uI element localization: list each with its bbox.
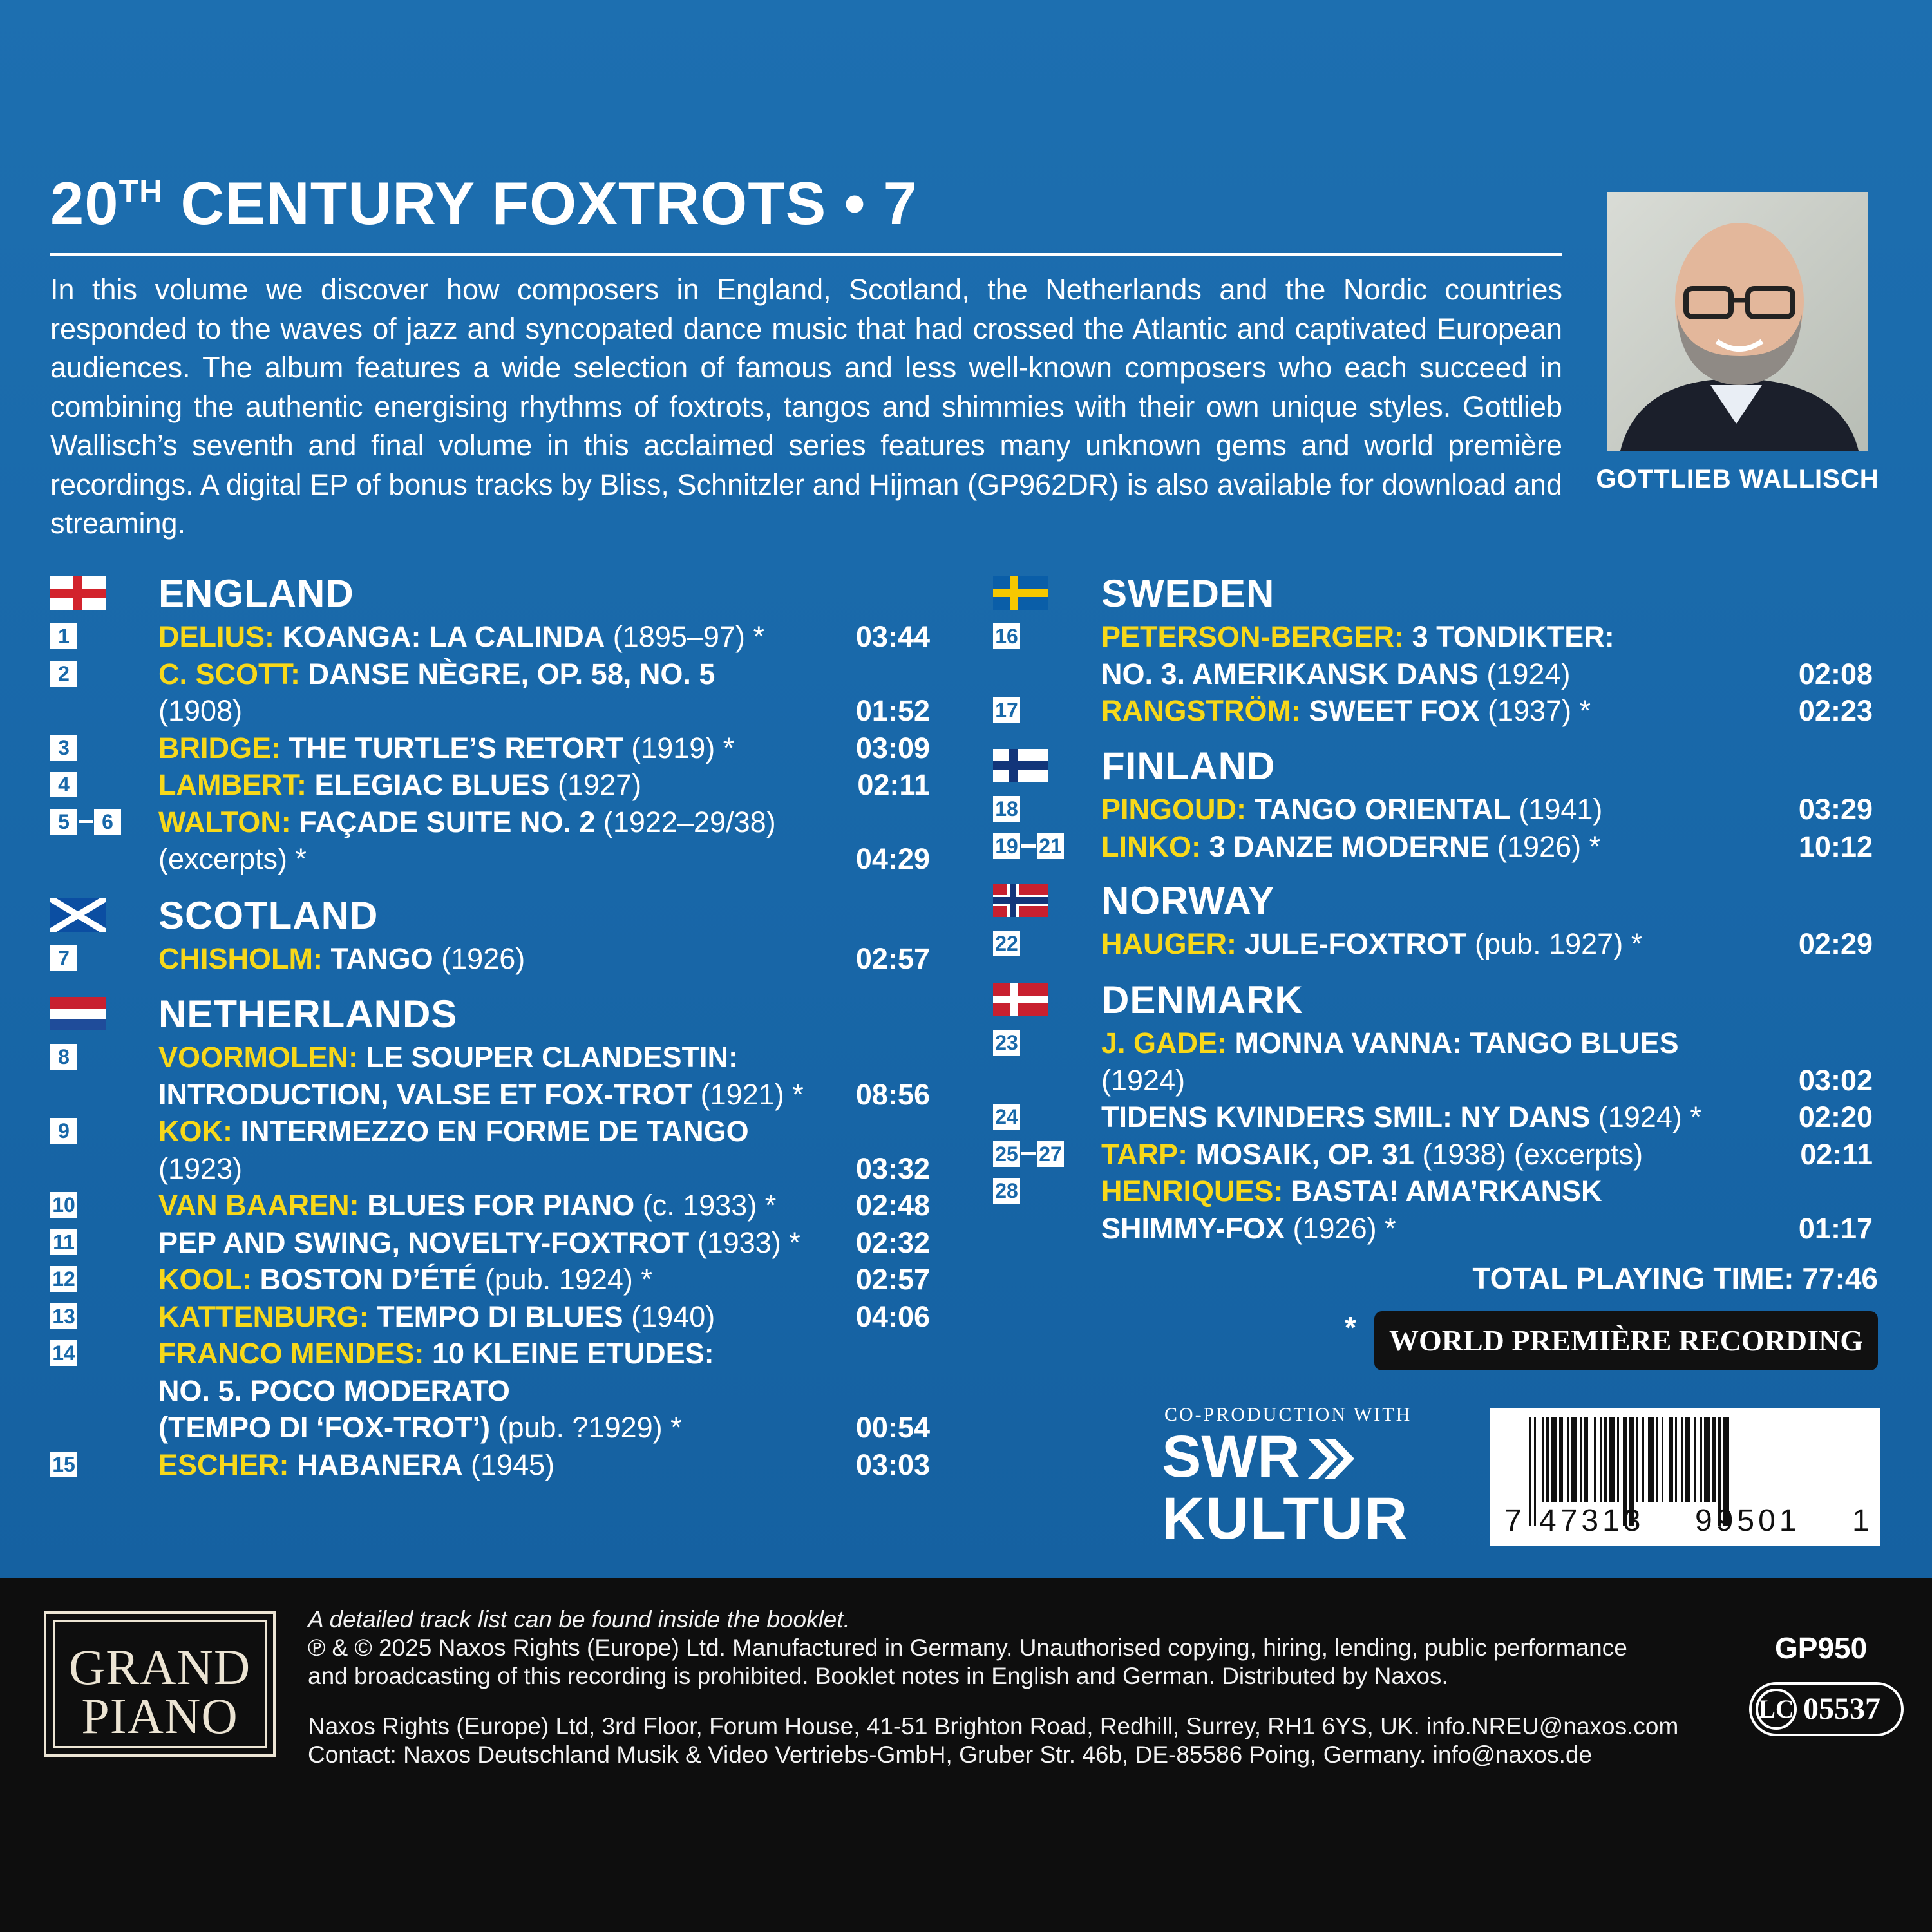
track-number (50, 1192, 77, 1218)
section-title: SWEDEN (1101, 572, 1275, 615)
track-title-line (158, 1113, 749, 1150)
track-title-line (158, 618, 764, 656)
track-title-line (158, 1335, 714, 1372)
work-date: (1924) (1478, 657, 1571, 690)
scotland-flag-icon (50, 898, 106, 932)
world-premiere-badge: WORLD PREMIÈRE RECORDING (1374, 1311, 1878, 1370)
track-number (993, 623, 1020, 649)
track-number (50, 735, 77, 761)
label-code (1749, 1682, 1904, 1736)
composer-name: J. GADE: (1101, 1027, 1227, 1059)
barcode-bar (1656, 1417, 1658, 1502)
track-number (993, 1030, 1020, 1056)
work-title: MONNA VANNA: TANGO BLUES (1235, 1027, 1679, 1059)
work-title: HABANERA (297, 1448, 463, 1481)
barcode-bar (1542, 1417, 1544, 1502)
contact-line: Contact: Naxos Deutschland Musik & Video Vertriebs-GmbH, Gruber Str. 46b, DE-85586 Poing, Germany. info@naxos.de (308, 1741, 1593, 1768)
track-number (993, 796, 1020, 822)
track-time: 02:48 (855, 1189, 930, 1222)
barcode-bar (1580, 1417, 1582, 1502)
track-time: 02:32 (855, 1226, 930, 1259)
barcode-bar (1712, 1417, 1716, 1502)
album-title: 20TH CENTURY FOXTROTS • 7 (50, 169, 918, 237)
track-time: 04:29 (855, 842, 930, 875)
booklet-note: A detailed track list can be found inside the booklet. (308, 1606, 850, 1633)
work-date: (c. 1933) * (634, 1189, 777, 1222)
premiere-star: * (1345, 1311, 1356, 1344)
copyright-line: and broadcasting of this recording is prohibited. Booklet notes in English and German. Distributed by Naxos. (308, 1663, 1448, 1689)
coproduction-label: CO-PRODUCTION WITH (1164, 1404, 1412, 1425)
track-number-box: 5 (50, 809, 77, 835)
track-title-line (158, 766, 641, 804)
track-number-box: 9 (50, 1118, 77, 1144)
track-time: 01:52 (855, 694, 930, 727)
work-date: (1933) * (689, 1226, 800, 1259)
work-date: (1926) * (1285, 1211, 1396, 1245)
composer-name: FRANCO MENDES: (158, 1337, 424, 1370)
track-number-box: 14 (50, 1340, 77, 1366)
track-number-box: 27 (1037, 1141, 1064, 1167)
barcode-bar (1529, 1417, 1531, 1526)
track-number-box: 8 (50, 1044, 77, 1070)
work-title: 3 DANZE MODERNE (1209, 829, 1490, 863)
england-flag-icon (50, 576, 106, 610)
barcode-bar (1594, 1417, 1596, 1502)
track-title-line (1101, 925, 1642, 963)
track-title-line (1101, 656, 1570, 693)
track-title-line (158, 1372, 510, 1410)
track-number-box: 28 (993, 1178, 1020, 1204)
barcode-bar (1675, 1417, 1677, 1502)
barcode-bar (1617, 1417, 1619, 1502)
work-date: (1940) (623, 1300, 715, 1333)
composer-name: KATTENBURG: (158, 1300, 369, 1333)
track-number-box: 25 (993, 1141, 1020, 1167)
intro-text: In this volume we discover how composers in England, Scotland, the Netherlands and the Nordic countries responded to the waves of jazz and syncopated dance music that had crossed the Atlantic and captivated European audiences. The album features a wide selection of famous and less well-known composers who each succeed in combining the authentic energising rhythms of foxtrots, tangos and shimmies with their own unique styles. Gottlieb Wallisch’s seventh and final volume in this acclaimed series features many unknown gems and world première recordings. A digital EP of bonus tracks by Bliss, Schnitzler and Hijman (GP962DR) is also available for download and streaming. (50, 273, 1562, 540)
track-number (50, 945, 77, 971)
finland-flag-icon (993, 749, 1048, 782)
track-title-line (1101, 1173, 1602, 1210)
barcode-digit: 1 (1852, 1504, 1870, 1538)
work-date: (pub. 1924) * (477, 1263, 652, 1296)
track-number (50, 1303, 77, 1329)
work-title: PEP AND SWING, NOVELTY-FOXTROT (158, 1226, 690, 1259)
barcode-bar (1681, 1417, 1683, 1502)
track-number (50, 1118, 77, 1144)
track-number-box: 23 (993, 1030, 1020, 1056)
track-title-line (158, 1150, 242, 1188)
work-date: (1924) (1101, 1063, 1186, 1097)
track-number (993, 833, 1064, 859)
track-number (993, 1141, 1064, 1167)
work-title: TIDENS KVINDERS SMIL: NY DANS (1101, 1101, 1591, 1133)
composer-name: C. SCOTT: (158, 657, 300, 690)
track-title-line (158, 692, 242, 730)
work-date: (1921) * (692, 1077, 804, 1111)
track-time: 08:56 (855, 1077, 930, 1111)
track-time: 03:44 (855, 620, 930, 653)
total-playing-time: TOTAL PLAYING TIME: 77:46 (1472, 1262, 1878, 1295)
work-title: DANSE NÈGRE, OP. 58, NO. 5 (308, 657, 715, 690)
work-date: (1924) * (1590, 1101, 1701, 1133)
track-number (993, 697, 1020, 723)
barcode-bar (1609, 1417, 1615, 1502)
track-number (50, 1044, 77, 1070)
track-title-line (158, 1261, 652, 1298)
barcode-bar (1648, 1417, 1654, 1502)
track-title-line (158, 1039, 738, 1076)
track-time: 00:54 (855, 1411, 930, 1444)
track-number-box: 3 (50, 735, 77, 761)
track-title-line (158, 840, 307, 878)
composer-name: TARP: (1101, 1137, 1188, 1171)
composer-name: KOK: (158, 1115, 232, 1148)
barcode-bar (1662, 1417, 1663, 1502)
track-number-box: 17 (993, 697, 1020, 723)
work-date: (excerpts) * (158, 842, 307, 875)
range-dash (1021, 1152, 1036, 1155)
barcode (1490, 1408, 1880, 1546)
track-number-box: 24 (993, 1104, 1020, 1130)
track-title-line (158, 804, 776, 841)
work-title: KOANGA: LA CALINDA (282, 620, 605, 653)
address-line: Naxos Rights (Europe) Ltd, 3rd Floor, Forum House, 41-51 Brighton Road, Redhill, Surrey, RH1 6YS, UK. info.NREU@naxos.com (308, 1713, 1679, 1739)
section-title: ENGLAND (158, 572, 354, 615)
track-number-box: 10 (50, 1192, 77, 1218)
work-date: (pub. 1927) * (1466, 927, 1643, 960)
work-date: (1945) (462, 1448, 555, 1481)
lc-icon: LC (1756, 1689, 1797, 1730)
track-time: 03:32 (855, 1151, 930, 1185)
work-title: SWEET FOX (1309, 694, 1480, 727)
track-time: 02:11 (1800, 1137, 1873, 1171)
composer-name: VAN BAAREN: (158, 1189, 359, 1222)
section-title: SCOTLAND (158, 894, 379, 937)
barcode-bar (1567, 1417, 1569, 1502)
track-number (50, 623, 77, 649)
barcode-bar (1559, 1417, 1563, 1502)
swr-logo: SWR (1162, 1426, 1357, 1492)
grand-piano-logo (44, 1611, 276, 1757)
track-time: 01:17 (1798, 1211, 1873, 1245)
work-title: FAÇADE SUITE NO. 2 (299, 805, 596, 838)
track-number-box: 7 (50, 945, 77, 971)
track-time: 02:08 (1798, 657, 1873, 690)
track-number-box: 15 (50, 1452, 77, 1477)
track-title-line (158, 1446, 554, 1484)
composer-name: DELIUS: (158, 620, 274, 653)
barcode-bar (1669, 1417, 1673, 1502)
sweden-flag-icon (993, 576, 1048, 610)
track-number-box: 1 (50, 623, 77, 649)
barcode-bar (1685, 1417, 1690, 1502)
work-title: TEMPO DI BLUES (377, 1300, 623, 1333)
netherlands-flag-icon (50, 997, 106, 1030)
section-title: NETHERLANDS (158, 992, 458, 1036)
track-title-line (158, 656, 715, 693)
track-number (50, 1229, 77, 1255)
track-number-box: 2 (50, 661, 77, 687)
barcode-bar (1704, 1417, 1710, 1502)
track-time: 03:29 (1798, 793, 1873, 826)
section-title: DENMARK (1101, 978, 1303, 1021)
work-date: (1922–29/38) (595, 805, 776, 838)
track-time: 02:23 (1798, 694, 1873, 727)
work-date: (1926) (433, 942, 526, 975)
track-title-line (158, 730, 734, 767)
composer-name: CHISHOLM: (158, 942, 323, 975)
work-title: BOSTON D’ÉTÉ (260, 1263, 477, 1296)
double-chevron-icon (1305, 1430, 1357, 1492)
work-title: TANGO ORIENTAL (1254, 793, 1511, 826)
track-number-box: 22 (993, 931, 1020, 956)
work-title: THE TURTLE’S RETORT (289, 731, 623, 764)
track-title-line (1101, 1136, 1643, 1173)
barcode-bar (1534, 1417, 1536, 1526)
barcode-bar (1584, 1417, 1588, 1502)
track-time: 02:20 (1798, 1101, 1873, 1133)
work-date: (1941) (1510, 793, 1603, 826)
track-title-line (158, 1187, 776, 1224)
barcode-bar (1546, 1417, 1549, 1502)
barcode-digit: 7 (1504, 1504, 1522, 1538)
logo-text: PIANO (81, 1688, 238, 1744)
work-date: (1927) (549, 768, 642, 801)
range-dash (1021, 844, 1036, 848)
track-time: 02:11 (857, 768, 930, 801)
section-title: NORWAY (1101, 879, 1275, 922)
work-title: MOSAIK, OP. 31 (1195, 1137, 1414, 1171)
barcode-bar (1700, 1417, 1702, 1502)
track-title-line (1101, 1099, 1701, 1136)
work-date: (1919) * (623, 731, 735, 764)
barcode-bar (1636, 1417, 1638, 1502)
composer-name: WALTON: (158, 805, 291, 838)
work-title: ELEGIAC BLUES (314, 768, 550, 801)
track-time: 02:57 (855, 1263, 930, 1296)
section-title: FINLAND (1101, 744, 1276, 788)
range-dash (79, 820, 93, 823)
composer-name: HENRIQUES: (1101, 1175, 1283, 1208)
composer-name: PINGOUD: (1101, 793, 1246, 826)
track-number (50, 1452, 77, 1477)
track-title-line (158, 1224, 800, 1262)
work-title: 3 TONDIKTER: (1412, 620, 1615, 653)
composer-name: LAMBERT: (158, 768, 307, 801)
track-title-line (158, 940, 525, 978)
artist-photo (1607, 192, 1868, 451)
track-number (50, 1340, 77, 1366)
composer-name: VOORMOLEN: (158, 1041, 358, 1074)
work-date: (1926) * (1489, 829, 1601, 863)
composer-name: LINKO: (1101, 829, 1201, 863)
track-time: 03:09 (855, 731, 930, 764)
track-number-box: 4 (50, 772, 77, 797)
work-title: INTRODUCTION, VALSE ET FOX-TROT (158, 1077, 693, 1111)
track-title-line (158, 1298, 715, 1336)
track-title-line (158, 1076, 804, 1113)
track-title-line (1101, 1025, 1679, 1062)
barcode-bar (1551, 1417, 1557, 1502)
composer-name: PETERSON-BERGER: (1101, 620, 1405, 653)
track-title-line (1101, 618, 1615, 656)
track-number-box: 19 (993, 833, 1020, 859)
composer-name: ESCHER: (158, 1448, 289, 1481)
track-number-box: 11 (50, 1229, 77, 1255)
work-date: (1923) (158, 1151, 243, 1185)
track-time: 04:06 (855, 1300, 930, 1333)
work-date: (1937) * (1479, 694, 1591, 727)
track-number-box: 18 (993, 796, 1020, 822)
barcode-bar (1600, 1417, 1602, 1502)
composer-name: KOOL: (158, 1263, 252, 1296)
barcode-digits: 47313 (1539, 1504, 1645, 1538)
track-number-box: 16 (993, 623, 1020, 649)
track-number-box: 12 (50, 1266, 77, 1292)
barcode-bar (1642, 1417, 1644, 1502)
track-time: 02:29 (1798, 927, 1873, 960)
track-time: 10:12 (1798, 829, 1873, 863)
track-time: 03:03 (855, 1448, 930, 1481)
work-date: (1895–97) * (605, 620, 764, 653)
track-title-line (1101, 828, 1600, 866)
barcode-digits: 99501 (1695, 1504, 1801, 1538)
work-title: JULE-FOXTROT (1244, 927, 1467, 960)
work-title: NO. 5. POCO MODERATO (158, 1374, 510, 1407)
work-title: TANGO (330, 942, 433, 975)
track-number (993, 931, 1020, 956)
kultur-logo: KULTUR (1162, 1486, 1409, 1551)
work-title: BLUES FOR PIANO (367, 1189, 635, 1222)
catalogue-number: GP950 (1775, 1631, 1868, 1665)
denmark-flag-icon (993, 983, 1048, 1016)
work-title: 10 KLEINE ETUDES: (432, 1337, 714, 1370)
work-date: (1938) (excerpts) (1414, 1137, 1643, 1171)
work-title: BASTA! AMA’RKANSK (1291, 1175, 1602, 1208)
track-time: 02:57 (855, 942, 930, 975)
work-date: (1908) (158, 694, 243, 727)
track-number (993, 1104, 1020, 1130)
title-rule (50, 253, 1562, 256)
composer-name: BRIDGE: (158, 731, 281, 764)
barcode-bar (1571, 1417, 1577, 1502)
track-number (50, 661, 77, 687)
work-title: NO. 3. AMERIKANSK DANS (1101, 657, 1479, 690)
copyright-line: ℗ & © 2025 Naxos Rights (Europe) Ltd. Manufactured in Germany. Unauthorised copying, hiring, lending, public performance (308, 1634, 1627, 1661)
barcode-bar (1694, 1417, 1696, 1502)
track-title-line (158, 1409, 682, 1446)
work-title: LE SOUPER CLANDESTIN: (366, 1041, 739, 1074)
work-title: SHIMMY-FOX (1101, 1211, 1285, 1245)
norway-flag-icon (993, 884, 1048, 917)
track-number (993, 1178, 1020, 1204)
track-number-box: 21 (1037, 833, 1064, 859)
track-time: 03:02 (1798, 1063, 1873, 1097)
composer-name: HAUGER: (1101, 927, 1236, 960)
barcode-bar (1604, 1417, 1607, 1502)
track-title-line (1101, 1210, 1396, 1247)
track-title-line (1101, 1062, 1185, 1099)
track-number (50, 809, 121, 835)
track-number-box: 13 (50, 1303, 77, 1329)
photo-caption: GOTTLIEB WALLISCH (1596, 465, 1879, 493)
composer-name: RANGSTRÖM: (1101, 694, 1301, 727)
track-title-line (1101, 692, 1591, 730)
track-title-line (1101, 791, 1602, 828)
work-title: INTERMEZZO EN FORME DE TANGO (240, 1115, 749, 1148)
work-date: (pub. ?1929) * (489, 1411, 682, 1444)
track-number (50, 1266, 77, 1292)
track-number (50, 772, 77, 797)
work-title: (TEMPO DI ‘FOX-TROT’) (158, 1411, 490, 1444)
lc-number: 05537 (1803, 1692, 1880, 1726)
track-number-box: 6 (94, 809, 121, 835)
logo-text: GRAND (68, 1639, 251, 1695)
